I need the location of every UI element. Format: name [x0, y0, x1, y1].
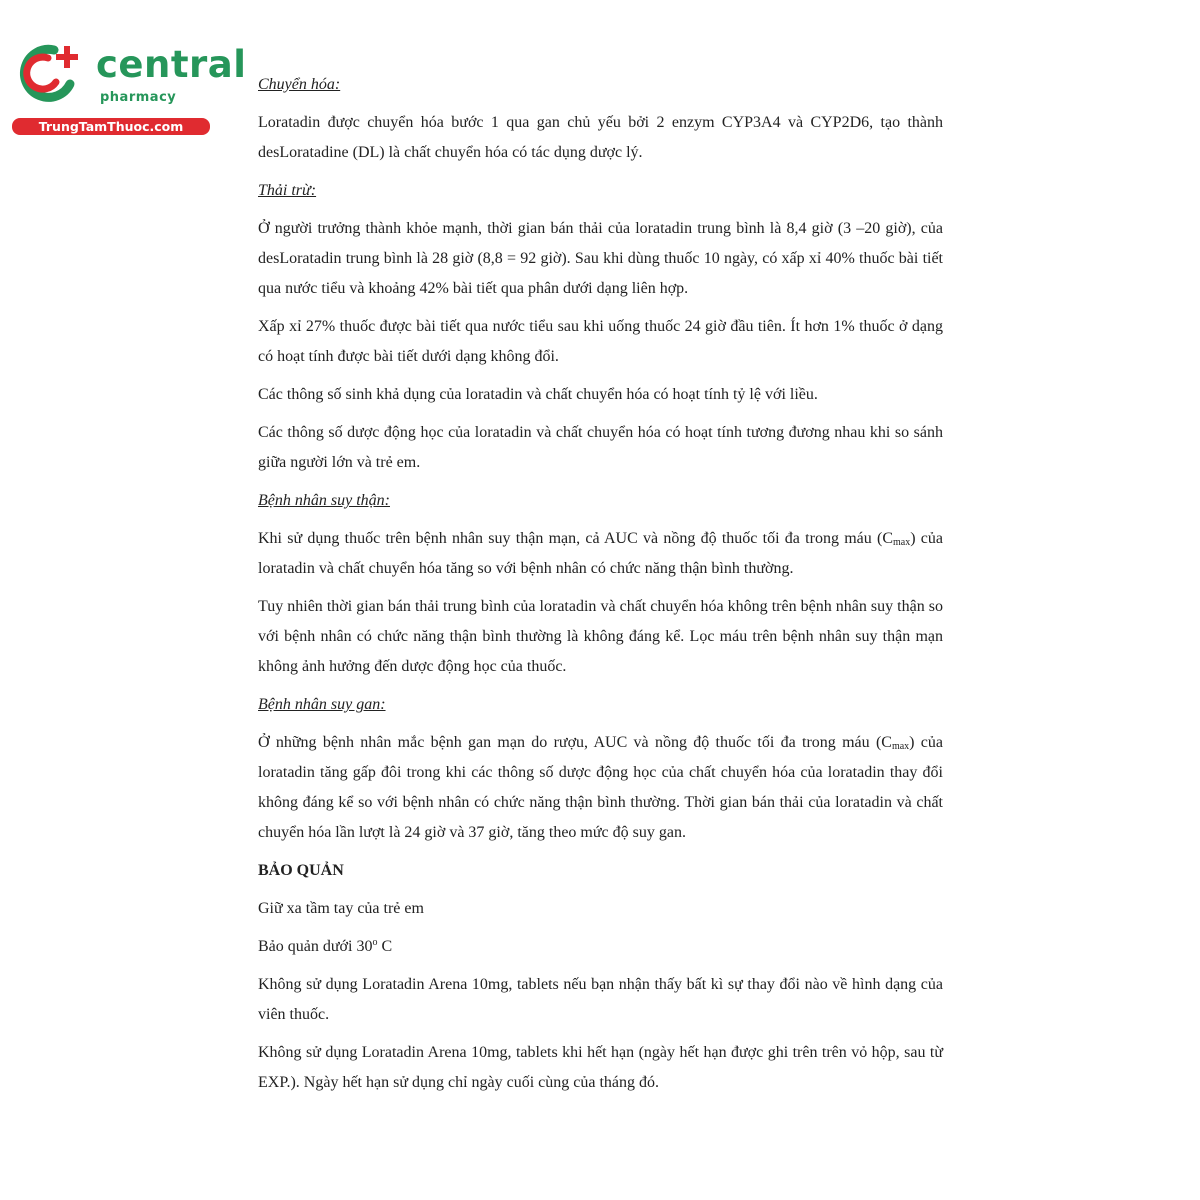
- hepatic-text-b: ) của loratadin tăng gấp đôi trong khi các thông số dược động học của chất chuyển hóa của loratadin thay đổi không đáng kể so với bệnh nhân có chức năng thận bình thường. Thời gian bán thải của loratadin và chất chuyển hóa lần lượt là 24 giờ và 37 giờ, tăng theo mức độ suy gan.: [258, 734, 943, 841]
- heading-hepatic-impairment: Bệnh nhân suy gan:: [258, 696, 386, 713]
- storage-temp-text: Bảo quản dưới 30: [258, 938, 373, 955]
- paragraph-storage-1: Giữ xa tầm tay của trẻ em: [258, 900, 424, 917]
- paragraph-excretion-3: Các thông số sinh khả dụng của loratadin và chất chuyển hóa có hoạt tính tỷ lệ với liều.: [258, 386, 818, 403]
- renal-cmax-subscript: max: [893, 537, 911, 548]
- heading-excretion: Thải trừ:: [258, 182, 317, 199]
- storage-temp-unit: C: [377, 938, 393, 955]
- paragraph-metabolism: Loratadin được chuyển hóa bước 1 qua gan chủ yếu bởi 2 enzym CYP3A4 và CYP2D6, tạo thành desLoratadine (DL) là chất chuyển hóa có tác dụng dược lý.: [258, 114, 943, 161]
- paragraph-excretion-4: Các thông số dược động học của loratadin và chất chuyển hóa có hoạt tính tương đương nhau khi so sánh giữa người lớn và trẻ em.: [258, 424, 943, 471]
- renal-text-a: Khi sử dụng thuốc trên bệnh nhân suy thận mạn, cả AUC và nồng độ thuốc tối đa trong máu (C: [258, 530, 893, 547]
- heading-metabolism: Chuyển hóa:: [258, 76, 341, 93]
- paragraph-storage-4: Không sử dụng Loratadin Arena 10mg, tablets khi hết hạn (ngày hết hạn được ghi trên trên vỏ hộp, sau từ EXP.). Ngày hết hạn sử dụng chỉ ngày cuối cùng của tháng đó.: [258, 1044, 943, 1091]
- heading-storage: BẢO QUẢN: [258, 862, 344, 879]
- paragraph-storage-2: [258, 932, 943, 962]
- logo-name: central: [96, 43, 247, 86]
- logo-subtitle: pharmacy: [100, 90, 177, 105]
- paragraph-excretion-2: Xấp xỉ 27% thuốc được bài tiết qua nước tiểu sau khi uống thuốc 24 giờ đầu tiên. Ít hơn 1% thuốc ở dạng có hoạt tính được bài tiết dưới dạng không đổi.: [258, 318, 943, 365]
- paragraph-excretion-1: Ở người trưởng thành khỏe mạnh, thời gian bán thải của loratadin trung bình là 8,4 giờ (3 –20 giờ), của desLoratadin trung bình là 28 giờ (8,8 = 92 giờ). Sau khi dùng thuốc 10 ngày, có xấp xỉ 40% thuốc bài tiết qua nước tiểu và khoảng 42% bài tiết qua phân dưới dạng liên hợp.: [258, 220, 943, 297]
- heading-renal-impairment: Bệnh nhân suy thận:: [258, 492, 390, 509]
- hepatic-cmax-subscript: max: [891, 741, 910, 752]
- logo-website-band: TrungTamThuoc.com: [12, 118, 210, 135]
- paragraph-storage-3: Không sử dụng Loratadin Arena 10mg, tablets nếu bạn nhận thấy bất kì sự thay đổi nào về hình dạng của viên thuốc.: [258, 976, 943, 1023]
- hepatic-text-a: Ở những bệnh nhân mắc bệnh gan mạn do rượu, AUC và nồng độ thuốc tối đa trong máu (C: [258, 734, 892, 751]
- renal-text-b: ) của loratadin và chất chuyển hóa tăng so với bệnh nhân có chức năng thận bình thường.: [258, 530, 944, 577]
- central-pharmacy-logo: [10, 38, 247, 138]
- paragraph-hepatic: [258, 728, 943, 848]
- degree-superscript: o: [372, 937, 378, 948]
- paragraph-renal-2: Tuy nhiên thời gian bán thải trung bình của loratadin và chất chuyển hóa không trên bệnh nhân suy thận so với bệnh nhân có chức năng thận bình thường là không đáng kể. Lọc máu trên bệnh nhân suy thận mạn không ảnh hưởng đến dược động học của thuốc.: [258, 598, 943, 675]
- pharmacy-cross-logo-icon: [10, 38, 90, 108]
- paragraph-renal-1: [258, 524, 943, 584]
- document-body: [258, 70, 943, 1106]
